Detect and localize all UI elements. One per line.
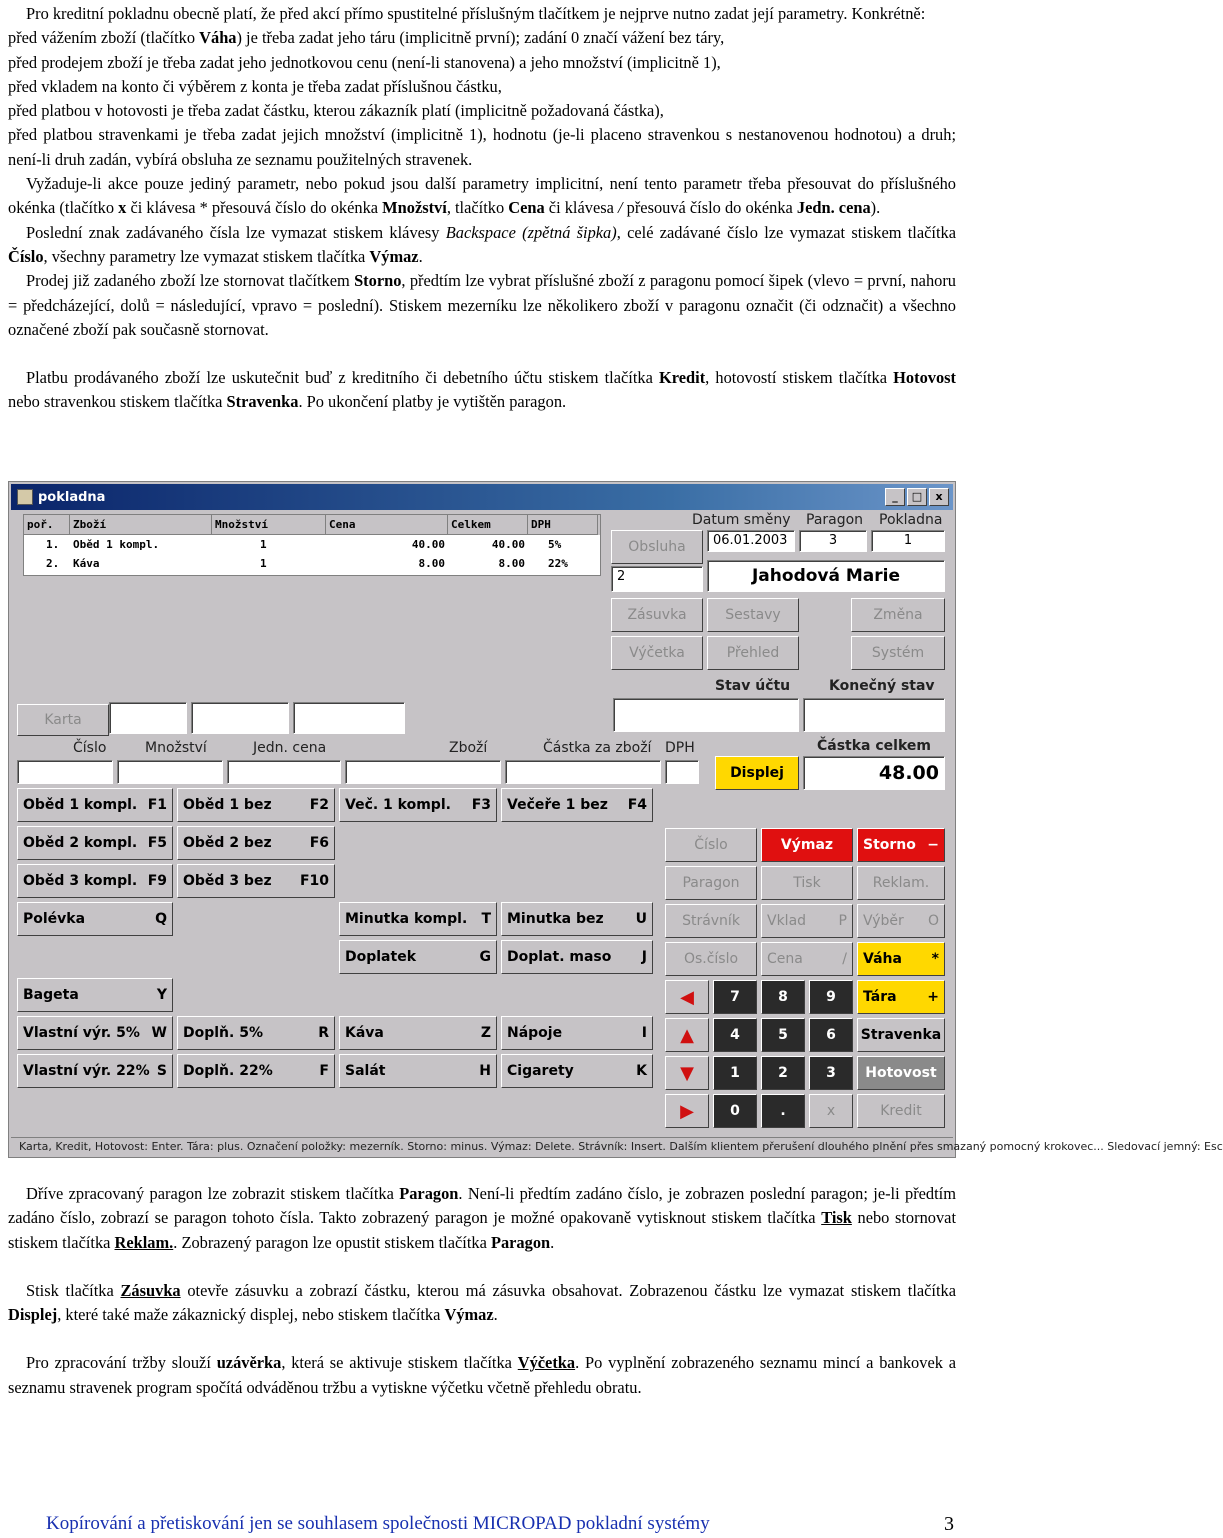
button-label: Váha: [863, 951, 902, 967]
tally-button[interactable]: Výčetka: [611, 636, 703, 670]
window-title: pokladna: [38, 489, 106, 505]
table-row[interactable]: [24, 554, 600, 573]
goods-button[interactable]: [17, 902, 173, 936]
number-clear-button[interactable]: Číslo: [665, 828, 757, 862]
text: .: [493, 1305, 498, 1325]
button-label: Výběr: [863, 913, 904, 929]
button-key: F10: [299, 873, 329, 889]
text: Stisk tlačítka: [26, 1280, 121, 1300]
number-field[interactable]: [17, 760, 113, 784]
cash-button[interactable]: Hotovost: [857, 1056, 945, 1090]
payment-paragraph: [8, 366, 956, 415]
text: , tlačítko: [446, 198, 509, 218]
text: ).: [870, 198, 881, 218]
button-key: F9: [147, 873, 167, 889]
text: , předtím lze vybrat příslušné zboží z paragonu pomocí šipek (vlevo = první, nahoru = předcházející, dolů = následující, vpravo = poslední). Stiskem mezerníku lze několikero zboží v paragonu označit (či odznačit) a všechno označené zboží pak současně stornovat.: [8, 271, 956, 339]
button-label: Minutka bez: [507, 911, 604, 927]
shift-date-label: Datum směny: [692, 512, 791, 528]
text: nebo stravenkou stiskem tlačítka: [8, 392, 227, 412]
text: před vkladem na konto či výběrem z konta je třeba zadat příslušnou částku,: [8, 76, 502, 96]
column-header[interactable]: poř.: [24, 515, 70, 535]
button-label: Večeře 1 bez: [507, 797, 608, 813]
text: .: [418, 246, 423, 266]
text: Prodej již zadaného zboží lze stornovat tlačítkem: [26, 271, 355, 291]
account-status-field: [613, 698, 799, 732]
shift-date-field: 06.01.2003: [707, 530, 795, 552]
text-bold: Displej: [8, 1305, 58, 1325]
goods-button[interactable]: [339, 940, 497, 974]
button-label: Tára: [863, 989, 897, 1005]
print-button[interactable]: Tisk: [761, 866, 853, 900]
button-label: Oběd 1 kompl.: [23, 797, 138, 813]
credit-button[interactable]: Kredit: [857, 1094, 945, 1128]
goods-button[interactable]: [501, 902, 653, 936]
text: před vážením zboží (tlačítko: [8, 28, 200, 48]
column-header[interactable]: Zboží: [70, 515, 212, 535]
goods-button[interactable]: [177, 1054, 335, 1088]
button-label: Doplň. 22%: [183, 1063, 273, 1079]
arrow-right-icon[interactable]: ▶: [665, 1094, 709, 1128]
minimize-button[interactable]: _: [885, 488, 905, 506]
button-label: Cigarety: [507, 1063, 574, 1079]
text: či klávesa * přesouvá číslo do okénka: [126, 198, 383, 218]
table-header: [24, 515, 600, 535]
goods-button[interactable]: [177, 788, 335, 822]
column-header[interactable]: DPH: [528, 515, 598, 535]
goods-button[interactable]: [17, 788, 173, 822]
text: či klávesa: [544, 198, 618, 218]
goods-button[interactable]: [17, 864, 173, 898]
button-label: Doplň. 5%: [183, 1025, 263, 1041]
text-bold: Výmaz: [369, 246, 419, 266]
delete-paragraph: [8, 221, 956, 270]
maximize-button[interactable]: □: [907, 488, 927, 506]
text: . Zobrazený paragon lze opustit stiskem tlačítka: [173, 1232, 491, 1252]
rule-vouchers: [8, 123, 956, 172]
text-bold: Reklam.: [114, 1232, 174, 1252]
goods-button[interactable]: [501, 1054, 653, 1088]
text-bold: Číslo: [8, 246, 44, 266]
button-label: Oběd 2 bez: [183, 835, 272, 851]
drawer-paragraph: [8, 1279, 956, 1328]
goods-button[interactable]: [501, 1016, 653, 1050]
text: přesouvá číslo do okénka: [622, 198, 797, 218]
button-key: F5: [147, 835, 167, 851]
register-label: Pokladna: [879, 512, 943, 528]
system-button[interactable]: Systém: [851, 636, 945, 670]
button-label: Oběd 2 kompl.: [23, 835, 138, 851]
tare-button[interactable]: [857, 980, 945, 1014]
button-key: *: [931, 951, 939, 967]
button-label: Polévka: [23, 911, 86, 927]
quantity-label: Množství: [145, 740, 207, 756]
text-bold: uzávěrka: [216, 1353, 282, 1373]
rule-deposit: [8, 75, 956, 99]
reports-button[interactable]: Sestavy: [707, 598, 799, 632]
footer-text: Kopírování a přetiskování jen se souhlasem společnosti MICROPAD pokladní systémy: [46, 1513, 710, 1534]
button-key: /: [842, 951, 847, 967]
digit-4-button[interactable]: 4: [713, 1018, 757, 1052]
button-key: Z: [480, 1025, 491, 1041]
total-amount-label: Částka celkem: [817, 738, 931, 754]
button-label: Vlastní výr. 22%: [23, 1063, 150, 1079]
price-button[interactable]: [761, 942, 853, 976]
button-label: Storno: [863, 837, 916, 853]
text-bold: Cena: [508, 198, 545, 218]
text: Platbu prodávaného zboží lze uskutečnit buď z kreditního či debetního účtu stiskem tlačítka: [26, 368, 660, 388]
text: . Po ukončení platby je vytištěn paragon.: [298, 392, 567, 412]
text: , která se aktivuje stiskem tlačítka: [281, 1353, 518, 1373]
button-key: Y: [156, 987, 167, 1003]
button-key: F2: [309, 797, 329, 813]
button-label: Oběd 3 bez: [183, 873, 272, 889]
blank-field: [293, 702, 405, 734]
total-amount-field: 48.00: [803, 756, 945, 790]
voucher-button[interactable]: Stravenka: [857, 1018, 945, 1052]
receipt-number-field: 3: [799, 530, 867, 552]
table-row[interactable]: [24, 535, 600, 554]
button-key: S: [156, 1063, 167, 1079]
display-button[interactable]: Displej: [715, 756, 799, 790]
text-italic: Backspace (zpětná šipka): [445, 222, 617, 242]
reclaim-button[interactable]: Reklam.: [857, 866, 945, 900]
text-bold: Výčetka: [517, 1353, 576, 1373]
table-cell: Oběd 1 kompl.: [73, 538, 160, 551]
number-label: Číslo: [73, 740, 107, 756]
button-key: I: [641, 1025, 647, 1041]
button-key: F6: [309, 835, 329, 851]
goods-button[interactable]: [17, 1054, 173, 1088]
diner-button[interactable]: Strávník: [665, 904, 757, 938]
personal-number-button[interactable]: Os.číslo: [665, 942, 757, 976]
column-header[interactable]: Cena: [326, 515, 448, 535]
goods-button[interactable]: [339, 1016, 497, 1050]
goods-button[interactable]: [339, 788, 497, 822]
window-titlebar: [11, 484, 953, 510]
table-cell: 8.00: [418, 557, 445, 570]
button-label: Káva: [345, 1025, 384, 1041]
storno-button[interactable]: [857, 828, 945, 862]
button-key: H: [479, 1063, 491, 1079]
button-label: Vklad: [767, 913, 807, 929]
button-label: Oběd 3 kompl.: [23, 873, 138, 889]
text-bold: Kredit: [659, 368, 706, 388]
receipt-number-label: Paragon: [806, 512, 864, 528]
button-key: O: [927, 913, 939, 929]
button-key: F: [319, 1063, 329, 1079]
text: Pro zpracování tržby slouží: [26, 1353, 217, 1373]
table-cell: 40.00: [491, 538, 525, 551]
button-key: W: [151, 1025, 167, 1041]
quantity-field[interactable]: [117, 760, 223, 784]
receipt-button[interactable]: Paragon: [665, 866, 757, 900]
text-bold: Stravenka: [226, 392, 299, 412]
intro-paragraph: [8, 2, 956, 26]
digit-9-button[interactable]: 9: [809, 980, 853, 1014]
text-bold: Váha: [199, 28, 237, 48]
table-cell: 2.: [46, 557, 60, 570]
digit-8-button[interactable]: 8: [761, 980, 805, 1014]
button-label: Salát: [345, 1063, 386, 1079]
button-key: −: [927, 837, 939, 853]
text-bold: Storno: [354, 271, 402, 291]
decimal-point-button[interactable]: .: [761, 1094, 805, 1128]
arrow-up-icon[interactable]: ▲: [665, 1018, 709, 1052]
vat-field: [665, 760, 699, 784]
goods-button[interactable]: [339, 1054, 497, 1088]
page-number: 3: [944, 1513, 954, 1535]
button-key: G: [479, 949, 491, 965]
goods-button[interactable]: [17, 1016, 173, 1050]
button-label: Nápoje: [507, 1025, 563, 1041]
pos-window: [8, 481, 1223, 1158]
change-button[interactable]: Změna: [851, 598, 945, 632]
operator-button[interactable]: Obsluha: [611, 530, 703, 564]
intro-text: [8, 2, 956, 415]
button-key: J: [641, 949, 647, 965]
text: otevře zásuvku a zobrazí částku, kterou má zásuvka obsahovat. Zobrazenou částku lze vymazat stiskem tlačítka: [180, 1280, 957, 1300]
button-label: Vlastní výr. 5%: [23, 1025, 140, 1041]
text-bold: Výmaz: [444, 1305, 494, 1325]
goods-field: [345, 760, 501, 784]
text-bold: Množství: [382, 198, 447, 218]
button-key: P: [838, 913, 847, 929]
unit-price-label: Jedn. cena: [253, 740, 327, 756]
param-paragraph: [8, 172, 956, 221]
app-icon: [17, 489, 33, 505]
text-bold: Hotovost: [893, 368, 956, 388]
table-cell: Káva: [73, 557, 100, 570]
goods-button[interactable]: [17, 978, 173, 1012]
final-status-label: Konečný stav: [829, 678, 935, 694]
text-bold: Tisk: [821, 1208, 852, 1228]
button-key: F3: [471, 797, 491, 813]
column-header[interactable]: Množství: [212, 515, 326, 535]
closing-paragraph: [8, 1351, 956, 1400]
table-cell: 22%: [548, 557, 568, 570]
column-header[interactable]: Celkem: [448, 515, 528, 535]
drawer-button[interactable]: Zásuvka: [611, 598, 703, 632]
digit-0-button[interactable]: 0: [713, 1094, 757, 1128]
arrow-left-icon[interactable]: ◀: [665, 980, 709, 1014]
card-button[interactable]: Karta: [17, 704, 109, 736]
goods-label: Zboží: [449, 740, 488, 756]
storno-paragraph: [8, 269, 956, 342]
text: . Není-li předtím zadáno číslo, je zobrazen poslední paragon; je-li předtím zadáno číslo, zobrazí se paragon tohoto čísla. Takto zobrazený paragon je možné opakovaně vytisknout stiskem tlačítka: [8, 1184, 956, 1228]
rule-cash: [8, 99, 956, 123]
blank-field: [191, 702, 289, 734]
text-bold: Paragon: [399, 1184, 459, 1203]
text: , které také maže zákaznický displej, nebo stiskem tlačítka: [57, 1305, 445, 1325]
button-key: +: [927, 989, 939, 1005]
table-cell: 1: [260, 538, 267, 551]
button-label: Doplat. maso: [507, 949, 612, 965]
button-label: Oběd 1 bez: [183, 797, 272, 813]
digit-3-button[interactable]: 3: [809, 1056, 853, 1090]
text: . Po vyplnění zobrazeného seznamu mincí a bankovek a seznamu stravenek program spočítá odváděnou tržbu a vytiskne výčetku včetně přehledu obratu.: [8, 1353, 956, 1397]
outro-text: [8, 1182, 956, 1400]
table-cell: 1.: [46, 538, 60, 551]
digit-6-button[interactable]: 6: [809, 1018, 853, 1052]
button-label: Bageta: [23, 987, 79, 1003]
goods-button[interactable]: [501, 788, 653, 822]
goods-button[interactable]: [177, 826, 335, 860]
text-bold: Jedn. cena: [796, 198, 871, 218]
button-label: Cena: [767, 951, 803, 967]
button-key: R: [318, 1025, 329, 1041]
register-field: 1: [871, 530, 945, 552]
status-bar: Karta, Kredit, Hotovost: Enter. Tára: plus. Označení položky: mezerník. Storno: minus. Výmaz: Delete. Strávník: Insert. Dalším klientem přerušení dlouhého plnění přes smazaný pomocný krokovec... Sledovací jemný: Esc: [11, 1137, 953, 1155]
text: .: [550, 1232, 555, 1252]
text: Poslední znak zadávaného čísla lze vymazat stiskem klávesy: [26, 222, 446, 242]
button-label: Minutka kompl.: [345, 911, 468, 927]
button-label: Več. 1 kompl.: [345, 797, 451, 813]
button-key: U: [635, 911, 647, 927]
rule-price: [8, 51, 956, 75]
withdraw-button[interactable]: [857, 904, 945, 938]
text: , hotovostí stiskem tlačítka: [705, 368, 894, 388]
text: nebo stornovat stiskem tlačítka: [8, 1208, 956, 1252]
table-cell: 1: [260, 557, 267, 570]
rule-tare: [8, 26, 956, 50]
goods-button[interactable]: [501, 940, 653, 974]
digit-2-button[interactable]: 2: [761, 1056, 805, 1090]
button-key: F4: [627, 797, 647, 813]
overview-button[interactable]: Přehled: [707, 636, 799, 670]
goods-amount-label: Částka za zboží: [543, 740, 652, 756]
text: , celé zadávané číslo lze vymazat stiskem tlačítka: [616, 222, 956, 242]
clear-all-button[interactable]: Výmaz: [761, 828, 853, 862]
text: ) je třeba zadat jeho táru (implicitně první); zadání 0 značí vážení bez táry,: [236, 28, 725, 48]
text-italic: /: [617, 198, 623, 218]
account-status-label: Stav účtu: [715, 678, 791, 694]
goods-amount-field: [505, 760, 661, 784]
unit-price-field[interactable]: [227, 760, 341, 784]
goods-button[interactable]: [177, 864, 335, 898]
final-status-field: [803, 698, 945, 732]
digit-5-button[interactable]: 5: [761, 1018, 805, 1052]
digit-7-button[interactable]: 7: [713, 980, 757, 1014]
vat-label: DPH: [665, 740, 695, 756]
operator-name-field: Jahodová Marie: [707, 560, 945, 592]
text: Pro kreditní pokladnu obecně platí, že před akcí přímo spustitelné příslušným tlačítkem je nejprve nutno zadat její parametry. Konkrétně:: [26, 4, 926, 23]
deposit-button[interactable]: [761, 904, 853, 938]
goods-button[interactable]: [177, 1016, 335, 1050]
multiply-button[interactable]: x: [809, 1094, 853, 1128]
arrow-down-icon[interactable]: ▼: [665, 1056, 709, 1090]
button-key: K: [636, 1063, 647, 1079]
receipt-table: [23, 514, 601, 576]
text: Vyžaduje-li akce pouze jediný parametr, nebo pokud jsou další parametry implicitní, není tento parametr třeba přesouvat do příslušného okénka (tlačítko: [8, 174, 956, 218]
table-cell: 40.00: [411, 538, 445, 551]
table-cell: 5%: [548, 538, 562, 551]
close-button[interactable]: x: [929, 488, 949, 506]
text-bold: Zásuvka: [120, 1280, 181, 1300]
text: před platbou stravenkami je třeba zadat jejich množství (implicitně 1), hodnotu (je-li placeno stravenkou s nestanovenou hodnotou) a druh; není-li druh zadán, vybírá obsluha ze seznamu použitelných stravenek.: [8, 125, 956, 169]
text-bold: x: [118, 198, 127, 218]
text-bold: Paragon: [490, 1232, 551, 1252]
table-cell: 8.00: [498, 557, 525, 570]
receipt-paragraph: [8, 1182, 956, 1255]
text: Dříve zpracovaný paragon lze zobrazit stiskem tlačítka: [26, 1184, 400, 1203]
button-key: F1: [147, 797, 167, 813]
digit-1-button[interactable]: 1: [713, 1056, 757, 1090]
button-key: Q: [155, 911, 167, 927]
operator-number-field[interactable]: 2: [611, 566, 703, 592]
button-label: Doplatek: [345, 949, 417, 965]
text: před platbou v hotovosti je třeba zadat částku, kterou zákazník platí (implicitně požadovaná částka),: [8, 101, 664, 121]
blank-field: [109, 702, 187, 734]
text: , všechny parametry lze vymazat stiskem tlačítka: [43, 246, 370, 266]
goods-button[interactable]: [17, 826, 173, 860]
button-key: T: [481, 911, 491, 927]
weight-button[interactable]: [857, 942, 945, 976]
text: před prodejem zboží je třeba zadat jeho jednotkovou cenu (není-li stanovena) a jeho množství (implicitně 1),: [8, 52, 721, 72]
goods-button[interactable]: [339, 902, 497, 936]
